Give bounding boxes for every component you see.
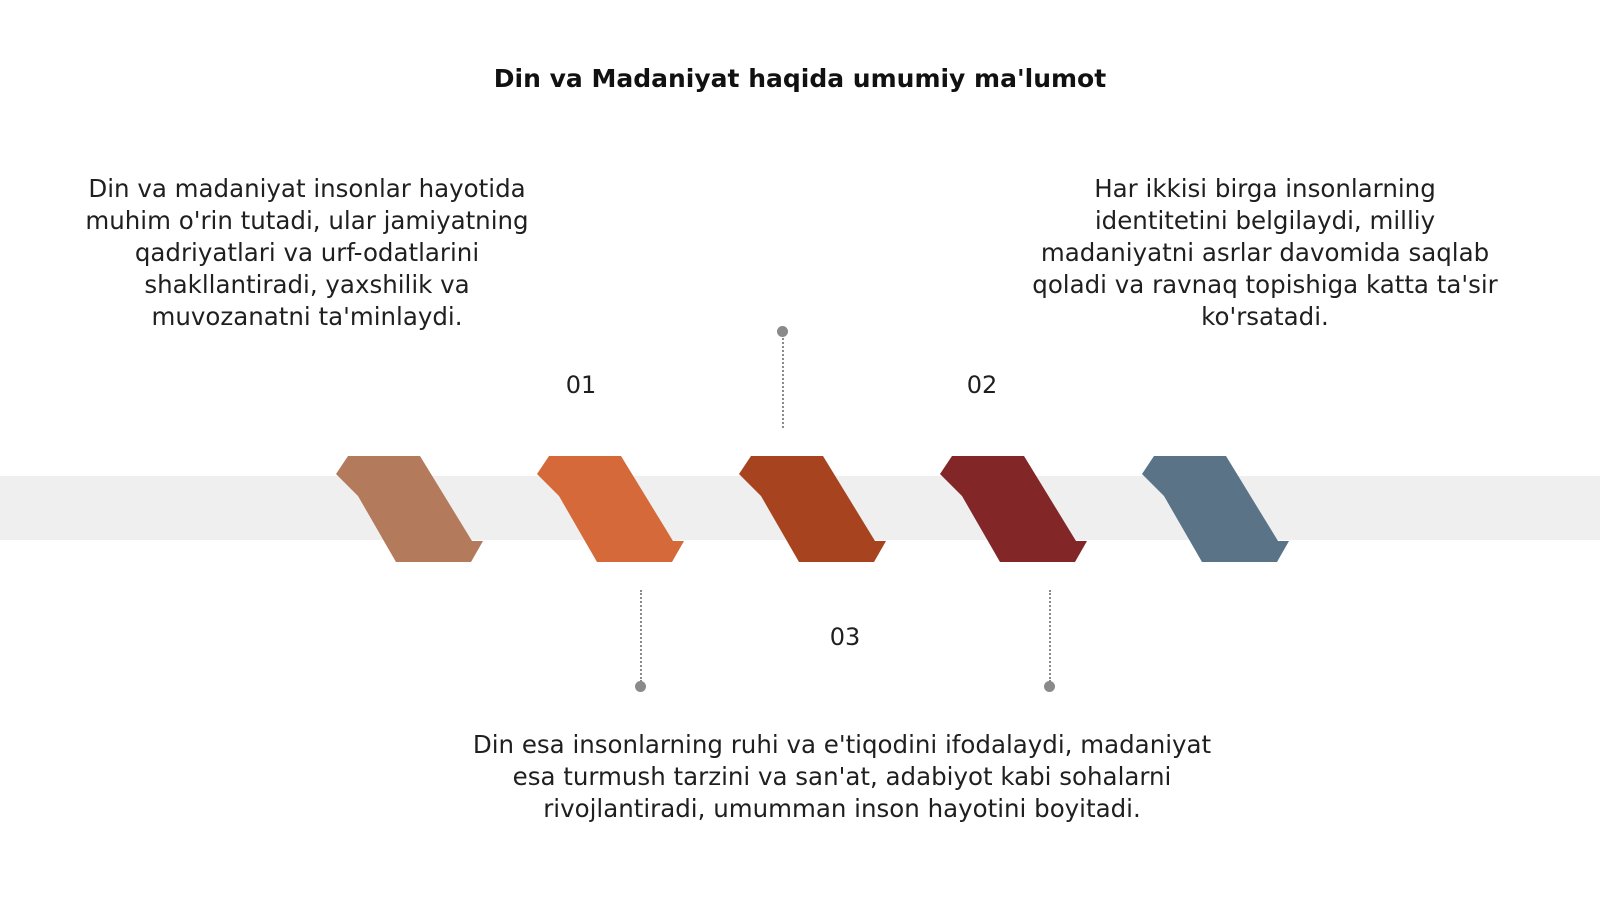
item-1-text: Din va madaniyat insonlar hayotida muhim o'rin tutadi, ular jamiyatning qadriyatlari va urf-odatlarini shakllantiradi, yaxshilik va muvozanatni ta'minlaydi.	[85, 174, 529, 331]
item-1-number: 01	[565, 371, 597, 399]
page-title: Din va Madaniyat haqida umumiy ma'lumot	[493, 64, 1107, 93]
timeline-chevron-4	[940, 456, 1090, 562]
timeline-chevron-1	[336, 456, 486, 562]
item-3-text: Din esa insonlarning ruhi va e'tiqodini ifodalaydi, madaniyat esa turmush tarzini va san'at, adabiyot kabi sohalarni rivojlantiradi, umumman inson hayotini boyitadi.	[472, 730, 1212, 823]
connector-dot-bottom-left	[635, 681, 646, 692]
connector-dot-top	[777, 326, 788, 337]
connector-line-bottom-right	[1049, 590, 1051, 682]
connector-dot-bottom-right	[1044, 681, 1055, 692]
timeline-chevron-3	[739, 456, 889, 562]
timeline-chevron-5	[1142, 456, 1292, 562]
item-2-number: 02	[966, 371, 998, 399]
connector-line-bottom-left	[640, 590, 642, 682]
connector-line-top	[782, 334, 784, 428]
timeline-chevron-2	[537, 456, 687, 562]
item-3-number: 03	[829, 623, 861, 651]
item-2-text: Har ikkisi birga insonlarning identitetini belgilaydi, milliy madaniyatni asrlar davomida saqlab qoladi va ravnaq topishiga katta ta'sir ko'rsatadi.	[1032, 174, 1498, 331]
